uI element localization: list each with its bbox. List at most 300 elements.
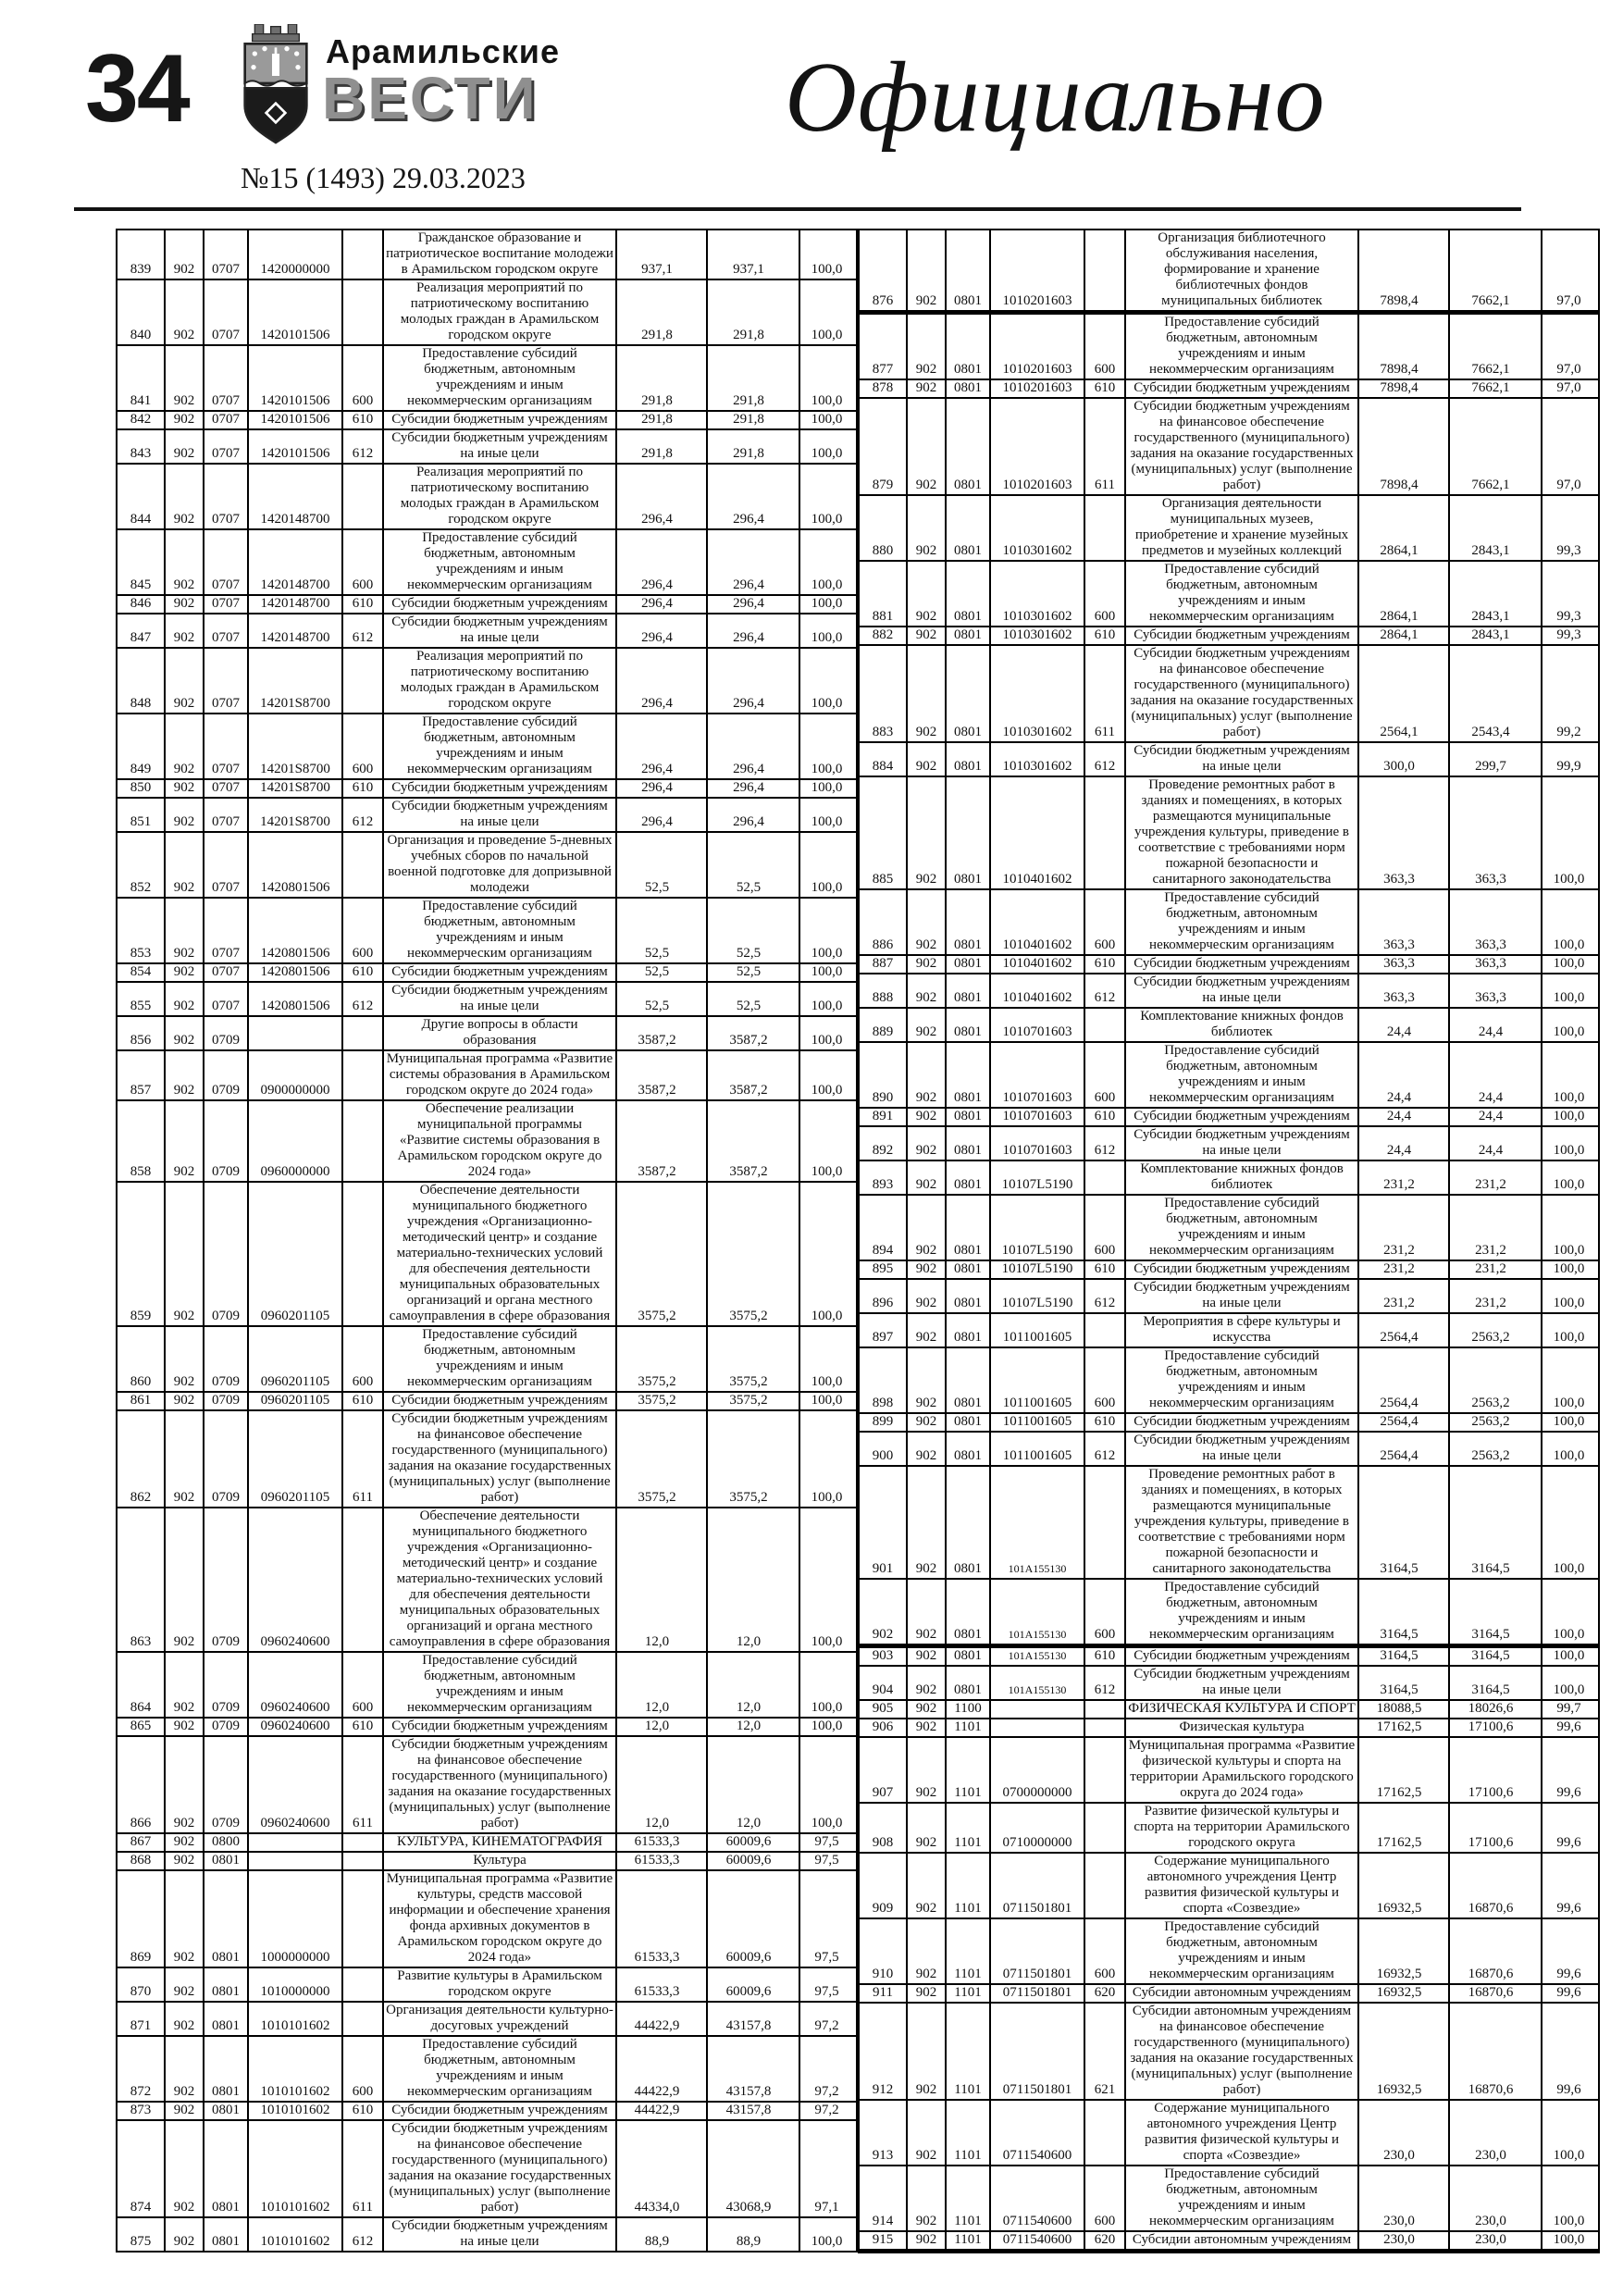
executed-amount: 24,4	[1449, 1126, 1542, 1160]
expense-type-code	[342, 1852, 383, 1870]
row-number: 887	[859, 955, 907, 974]
executed-amount: 17100,6	[1449, 1719, 1542, 1737]
section-code: 0801	[204, 2120, 248, 2217]
expense-type-code: 600	[1084, 313, 1125, 380]
percent-executed: 100,0	[799, 798, 857, 832]
expense-name: Субсидии бюджетным учреждениям	[383, 779, 616, 798]
grbs-code: 902	[907, 1918, 946, 1984]
approved-amount: 296,4	[616, 529, 707, 595]
section-code: 1101	[946, 1719, 990, 1737]
grbs-code: 902	[907, 1195, 946, 1260]
row-number: 904	[859, 1666, 907, 1700]
budget-row	[117, 779, 857, 798]
budget-row	[859, 1008, 1599, 1042]
percent-executed: 99,6	[1542, 1737, 1599, 1803]
grbs-code: 902	[907, 776, 946, 889]
target-article-code: 0960201105	[248, 1392, 342, 1410]
executed-amount: 363,3	[1449, 955, 1542, 974]
executed-amount: 299,7	[1449, 742, 1542, 776]
percent-executed: 100,0	[1542, 1008, 1599, 1042]
percent-executed: 100,0	[799, 1652, 857, 1718]
percent-executed: 99,3	[1542, 495, 1599, 561]
approved-amount: 2864,1	[1358, 627, 1449, 645]
budget-row	[117, 429, 857, 464]
section-code: 0707	[204, 779, 248, 798]
expense-name: Реализация мероприятий по патриотическому воспитанию молодых граждан в Арамильском городском округе	[383, 279, 616, 345]
section-code: 1101	[946, 1737, 990, 1803]
expense-name: Организация библиотечного обслуживания населения, формирование и хранение библиотечных фондов муниципальных библиотек	[1125, 230, 1358, 313]
budget-row	[859, 1313, 1599, 1347]
row-number: 877	[859, 313, 907, 380]
approved-amount: 937,1	[616, 230, 707, 279]
row-number: 895	[859, 1260, 907, 1279]
executed-amount: 24,4	[1449, 1042, 1542, 1108]
row-number: 841	[117, 345, 165, 411]
expense-name: Другие вопросы в области образования	[383, 1016, 616, 1050]
section-code: 0801	[946, 974, 990, 1008]
section-code: 1101	[946, 2166, 990, 2231]
approved-amount: 17162,5	[1358, 1737, 1449, 1803]
row-number: 885	[859, 776, 907, 889]
target-article-code: 0960201105	[248, 1182, 342, 1326]
percent-executed: 97,0	[1542, 379, 1599, 398]
budget-row	[859, 1279, 1599, 1313]
grbs-code: 902	[165, 714, 204, 779]
approved-amount: 296,4	[616, 614, 707, 648]
budget-row	[859, 1108, 1599, 1126]
page-number: 34	[85, 35, 189, 143]
expense-name: Субсидии бюджетным учреждениям	[383, 1718, 616, 1736]
percent-executed: 100,0	[799, 1736, 857, 1833]
expense-type-code: 600	[1084, 1195, 1125, 1260]
section-code: 0709	[204, 1100, 248, 1182]
grbs-code: 902	[165, 798, 204, 832]
row-number: 889	[859, 1008, 907, 1042]
target-article-code: 14201S8700	[248, 714, 342, 779]
expense-type-code: 611	[342, 1410, 383, 1508]
expense-type-code: 612	[342, 2217, 383, 2252]
approved-amount: 17162,5	[1358, 1719, 1449, 1737]
target-article-code: 1010101602	[248, 2102, 342, 2120]
row-number: 856	[117, 1016, 165, 1050]
grbs-code: 902	[165, 2217, 204, 2252]
section-code: 0801	[946, 1042, 990, 1108]
row-number: 900	[859, 1432, 907, 1466]
expense-type-code: 610	[342, 1392, 383, 1410]
row-number: 870	[117, 1967, 165, 2002]
grbs-code: 902	[907, 889, 946, 955]
row-number: 850	[117, 779, 165, 798]
budget-row	[117, 2217, 857, 2252]
row-number: 890	[859, 1042, 907, 1108]
executed-amount: 3587,2	[707, 1050, 799, 1100]
grbs-code: 902	[907, 1853, 946, 1918]
target-article-code: 1011001605	[990, 1347, 1084, 1413]
budget-row	[859, 561, 1599, 627]
approved-amount: 231,2	[1358, 1195, 1449, 1260]
expense-name: Субсидии бюджетным учреждениям на иные цели	[383, 2217, 616, 2252]
expense-name: Предоставление субсидий бюджетным, автономным учреждениям и иным некоммерческим организациям	[383, 2036, 616, 2102]
percent-executed: 100,0	[1542, 2166, 1599, 2231]
row-number: 884	[859, 742, 907, 776]
executed-amount: 3575,2	[707, 1182, 799, 1326]
expense-name: Предоставление субсидий бюджетным, автономным учреждениям и иным некоммерческим организациям	[1125, 2166, 1358, 2231]
expense-name: КУЛЬТУРА, КИНЕМАТОГРАФИЯ	[383, 1833, 616, 1852]
expense-name: Предоставление субсидий бюджетным, автономным учреждениям и иным некоммерческим организациям	[1125, 1347, 1358, 1413]
section-code: 0707	[204, 279, 248, 345]
percent-executed: 100,0	[799, 1392, 857, 1410]
row-number: 846	[117, 595, 165, 614]
budget-row	[117, 1508, 857, 1652]
budget-row	[859, 2003, 1599, 2100]
row-number: 902	[859, 1579, 907, 1646]
percent-executed: 97,1	[799, 2120, 857, 2217]
approved-amount: 12,0	[616, 1718, 707, 1736]
expense-name: Муниципальная программа «Развитие культуры, средств массовой информации и обеспечение хранения фонда архивных документов в Арамильском городском округе до 2024 года»	[383, 1870, 616, 1967]
approved-amount: 12,0	[616, 1508, 707, 1652]
grbs-code: 902	[165, 1508, 204, 1652]
percent-executed: 97,0	[1542, 230, 1599, 313]
percent-executed: 100,0	[1542, 1466, 1599, 1579]
expense-name: Обеспечение деятельности муниципального бюджетного учреждения «Организационно-методический центр» и создание материально-технических условий для обеспечения деятельности муниципальных образовательных организаций и органа местного самоуправления в сфере образования	[383, 1182, 616, 1326]
budget-row	[859, 1646, 1599, 1667]
expense-name: Субсидии бюджетным учреждениям	[1125, 955, 1358, 974]
expense-name: ФИЗИЧЕСКАЯ КУЛЬТУРА И СПОРТ	[1125, 1700, 1358, 1719]
grbs-code: 902	[907, 1700, 946, 1719]
row-number: 881	[859, 561, 907, 627]
expense-name: Субсидии автономным учреждениям	[1125, 2231, 1358, 2252]
row-number: 892	[859, 1126, 907, 1160]
target-article-code: 1420801506	[248, 832, 342, 898]
budget-row	[117, 648, 857, 714]
row-number: 894	[859, 1195, 907, 1260]
section-code: 1101	[946, 2003, 990, 2100]
target-article-code: 1010201603	[990, 398, 1084, 495]
expense-type-code: 612	[1084, 974, 1125, 1008]
grbs-code: 902	[907, 2003, 946, 2100]
percent-executed: 100,0	[1542, 1666, 1599, 1700]
percent-executed: 100,0	[1542, 1347, 1599, 1413]
target-article-code: 0711501801	[990, 1984, 1084, 2003]
approved-amount: 7898,4	[1358, 379, 1449, 398]
expense-type-code	[1084, 1853, 1125, 1918]
executed-amount: 7662,1	[1449, 379, 1542, 398]
expense-type-code	[1084, 1737, 1125, 1803]
executed-amount: 60009,6	[707, 1967, 799, 2002]
approved-amount: 231,2	[1358, 1279, 1449, 1313]
budget-row	[117, 714, 857, 779]
approved-amount: 24,4	[1358, 1008, 1449, 1042]
executed-amount: 230,0	[1449, 2231, 1542, 2252]
approved-amount: 3587,2	[616, 1100, 707, 1182]
percent-executed: 100,0	[799, 714, 857, 779]
section-code: 0801	[946, 1108, 990, 1126]
expense-type-code: 600	[1084, 1579, 1125, 1646]
section-code: 0801	[946, 889, 990, 955]
section-code: 0707	[204, 648, 248, 714]
expense-type-code: 600	[1084, 561, 1125, 627]
expense-type-code: 600	[1084, 1918, 1125, 1984]
approved-amount: 296,4	[616, 779, 707, 798]
percent-executed: 100,0	[1542, 2231, 1599, 2252]
section-code: 0709	[204, 1410, 248, 1508]
row-number: 880	[859, 495, 907, 561]
percent-executed: 99,6	[1542, 1719, 1599, 1737]
row-number: 847	[117, 614, 165, 648]
target-article-code: 1010401602	[990, 955, 1084, 974]
target-article-code: 10107L5190	[990, 1279, 1084, 1313]
section-code: 0800	[204, 1833, 248, 1852]
row-number: 888	[859, 974, 907, 1008]
budget-row	[117, 1967, 857, 2002]
percent-executed: 97,0	[1542, 398, 1599, 495]
expense-type-code: 611	[1084, 398, 1125, 495]
executed-amount: 52,5	[707, 832, 799, 898]
budget-row	[859, 1700, 1599, 1719]
expense-type-code: 612	[342, 982, 383, 1016]
approved-amount: 296,4	[616, 648, 707, 714]
page-header	[74, 0, 1521, 211]
approved-amount: 17162,5	[1358, 1803, 1449, 1853]
grbs-code: 902	[165, 1870, 204, 1967]
section-code: 0801	[946, 230, 990, 313]
grbs-code: 902	[907, 1413, 946, 1432]
grbs-code: 902	[165, 982, 204, 1016]
masthead-title-main: ВЕСТИ	[322, 65, 539, 131]
expense-name: Предоставление субсидий бюджетным, автономным учреждениям и иным некоммерческим организациям	[1125, 1042, 1358, 1108]
approved-amount: 296,4	[616, 714, 707, 779]
section-code: 0707	[204, 464, 248, 529]
expense-name: Физическая культура	[1125, 1719, 1358, 1737]
executed-amount: 2563,2	[1449, 1432, 1542, 1466]
percent-executed: 100,0	[1542, 2100, 1599, 2166]
executed-amount: 60009,6	[707, 1833, 799, 1852]
percent-executed: 100,0	[1542, 1413, 1599, 1432]
approved-amount: 44422,9	[616, 2002, 707, 2036]
row-number: 862	[117, 1410, 165, 1508]
row-number: 851	[117, 798, 165, 832]
approved-amount: 3164,5	[1358, 1646, 1449, 1667]
budget-table-left	[116, 229, 858, 2253]
approved-amount: 61533,3	[616, 1852, 707, 1870]
percent-executed: 100,0	[799, 1016, 857, 1050]
approved-amount: 230,0	[1358, 2231, 1449, 2252]
target-article-code: 1010201603	[990, 313, 1084, 380]
approved-amount: 296,4	[616, 798, 707, 832]
expense-type-code	[342, 1100, 383, 1182]
expense-type-code	[342, 230, 383, 279]
target-article-code: 1420148700	[248, 614, 342, 648]
budget-row	[117, 1652, 857, 1718]
expense-type-code: 612	[1084, 1279, 1125, 1313]
expense-name: Субсидии бюджетным учреждениям на иные цели	[383, 429, 616, 464]
row-number: 858	[117, 1100, 165, 1182]
approved-amount: 16932,5	[1358, 1984, 1449, 2003]
expense-type-code	[342, 1870, 383, 1967]
expense-type-code	[342, 832, 383, 898]
executed-amount: 231,2	[1449, 1260, 1542, 1279]
executed-amount: 43157,8	[707, 2102, 799, 2120]
grbs-code: 902	[165, 898, 204, 963]
grbs-code: 902	[907, 645, 946, 742]
expense-type-code	[342, 279, 383, 345]
expense-type-code: 610	[1084, 379, 1125, 398]
expense-name: Муниципальная программа «Развитие системы образования в Арамильском городском округе до 2024 года»	[383, 1050, 616, 1100]
approved-amount: 24,4	[1358, 1042, 1449, 1108]
section-code: 0707	[204, 798, 248, 832]
approved-amount: 2564,1	[1358, 645, 1449, 742]
expense-type-code: 611	[342, 2120, 383, 2217]
section-heading: Официально	[785, 43, 1326, 153]
budget-row	[117, 898, 857, 963]
expense-name: Субсидии бюджетным учреждениям на иные цели	[1125, 1126, 1358, 1160]
percent-executed: 99,3	[1542, 627, 1599, 645]
percent-executed: 100,0	[1542, 955, 1599, 974]
executed-amount: 3164,5	[1449, 1646, 1542, 1667]
approved-amount: 7898,4	[1358, 313, 1449, 380]
expense-type-code: 610	[342, 963, 383, 982]
expense-name: Субсидии автономным учреждениям на финансовое обеспечение государственного (муниципального) задания на оказание государственных (муниципальных) услуг (выполнение работ)	[1125, 2003, 1358, 2100]
expense-name: Субсидии бюджетным учреждениям	[1125, 1108, 1358, 1126]
section-code: 0707	[204, 982, 248, 1016]
budget-row	[859, 974, 1599, 1008]
percent-executed: 99,2	[1542, 645, 1599, 742]
budget-row	[859, 495, 1599, 561]
executed-amount: 12,0	[707, 1736, 799, 1833]
target-article-code: 1010401602	[990, 974, 1084, 1008]
budget-row	[117, 345, 857, 411]
expense-name: Проведение ремонтных работ в зданиях и помещениях, в которых размещаются муниципальные учреждения культуры, приведение в соответствие с требованиями норм пожарной безопасности и санитарного законодательства	[1125, 776, 1358, 889]
section-code: 0801	[946, 561, 990, 627]
row-number: 871	[117, 2002, 165, 2036]
grbs-code: 902	[165, 1100, 204, 1182]
grbs-code: 902	[907, 2231, 946, 2252]
target-article-code	[990, 1700, 1084, 1719]
section-code: 0801	[946, 1666, 990, 1700]
executed-amount: 16870,6	[1449, 2003, 1542, 2100]
section-code: 1101	[946, 2231, 990, 2252]
expense-name: Реализация мероприятий по патриотическому воспитанию молодых граждан в Арамильском городском округе	[383, 648, 616, 714]
approved-amount: 12,0	[616, 1736, 707, 1833]
expense-type-code: 600	[342, 1326, 383, 1392]
row-number: 875	[117, 2217, 165, 2252]
row-number: 843	[117, 429, 165, 464]
expense-name: Развитие физической культуры и спорта на территории Арамильского городского округа	[1125, 1803, 1358, 1853]
executed-amount: 16870,6	[1449, 1984, 1542, 2003]
row-number: 865	[117, 1718, 165, 1736]
approved-amount: 296,4	[616, 595, 707, 614]
approved-amount: 231,2	[1358, 1260, 1449, 1279]
approved-amount: 363,3	[1358, 974, 1449, 1008]
budget-row	[117, 2002, 857, 2036]
expense-type-code: 610	[342, 411, 383, 429]
section-code: 0801	[946, 1646, 990, 1667]
expense-type-code	[1084, 495, 1125, 561]
budget-row	[117, 963, 857, 982]
section-code: 0707	[204, 230, 248, 279]
section-code: 0801	[946, 379, 990, 398]
expense-name: Содержание муниципального автономного учреждения Центр развития физической культуры и спорта «Созвездие»	[1125, 1853, 1358, 1918]
section-code: 0801	[946, 1126, 990, 1160]
expense-name: Субсидии бюджетным учреждениям	[1125, 379, 1358, 398]
section-code: 0707	[204, 614, 248, 648]
row-number: 853	[117, 898, 165, 963]
grbs-code: 902	[907, 1466, 946, 1579]
row-number: 914	[859, 2166, 907, 2231]
grbs-code: 902	[907, 1579, 946, 1646]
section-code: 0709	[204, 1182, 248, 1326]
row-number: 842	[117, 411, 165, 429]
target-article-code: 10107L5190	[990, 1260, 1084, 1279]
row-number: 878	[859, 379, 907, 398]
budget-row	[117, 1410, 857, 1508]
budget-row	[859, 645, 1599, 742]
expense-name: Субсидии бюджетным учреждениям	[383, 963, 616, 982]
grbs-code: 902	[165, 429, 204, 464]
expense-type-code	[342, 1967, 383, 2002]
expense-type-code	[342, 1050, 383, 1100]
percent-executed: 100,0	[799, 345, 857, 411]
executed-amount: 296,4	[707, 595, 799, 614]
grbs-code: 902	[165, 230, 204, 279]
budget-row	[859, 1413, 1599, 1432]
executed-amount: 296,4	[707, 529, 799, 595]
executed-amount: 363,3	[1449, 889, 1542, 955]
grbs-code: 902	[907, 1160, 946, 1195]
grbs-code: 902	[907, 561, 946, 627]
approved-amount: 61533,3	[616, 1870, 707, 1967]
percent-executed: 100,0	[799, 982, 857, 1016]
budget-row	[859, 1803, 1599, 1853]
section-code: 0801	[946, 776, 990, 889]
section-code: 0801	[204, 2102, 248, 2120]
target-article-code: 1420801506	[248, 898, 342, 963]
budget-row	[859, 1347, 1599, 1413]
budget-row	[859, 398, 1599, 495]
executed-amount: 363,3	[1449, 974, 1542, 1008]
row-number: 883	[859, 645, 907, 742]
expense-name: Организация деятельности культурно-досуговых учреждений	[383, 2002, 616, 2036]
budget-row	[859, 1918, 1599, 1984]
section-code: 0707	[204, 345, 248, 411]
row-number: 896	[859, 1279, 907, 1313]
target-article-code	[248, 1833, 342, 1852]
budget-row	[117, 1392, 857, 1410]
expense-type-code: 610	[342, 2102, 383, 2120]
expense-type-code	[342, 1508, 383, 1652]
section-code: 0707	[204, 429, 248, 464]
approved-amount: 7898,4	[1358, 230, 1449, 313]
budget-row	[117, 2036, 857, 2102]
expense-type-code: 612	[342, 429, 383, 464]
target-article-code: 1420148700	[248, 595, 342, 614]
approved-amount: 3575,2	[616, 1182, 707, 1326]
executed-amount: 296,4	[707, 779, 799, 798]
budget-row	[117, 595, 857, 614]
section-code: 0801	[946, 1466, 990, 1579]
target-article-code: 14201S8700	[248, 779, 342, 798]
grbs-code: 902	[907, 1803, 946, 1853]
expense-name: Гражданское образование и патриотическое воспитание молодежи в Арамильском городском округе	[383, 230, 616, 279]
section-code: 0801	[946, 1313, 990, 1347]
expense-name: Комплектование книжных фондов библиотек	[1125, 1160, 1358, 1195]
expense-type-code	[342, 648, 383, 714]
expense-name: Субсидии бюджетным учреждениям на иные цели	[1125, 742, 1358, 776]
row-number: 839	[117, 230, 165, 279]
target-article-code: 0710000000	[990, 1803, 1084, 1853]
grbs-code: 902	[165, 529, 204, 595]
approved-amount: 61533,3	[616, 1833, 707, 1852]
